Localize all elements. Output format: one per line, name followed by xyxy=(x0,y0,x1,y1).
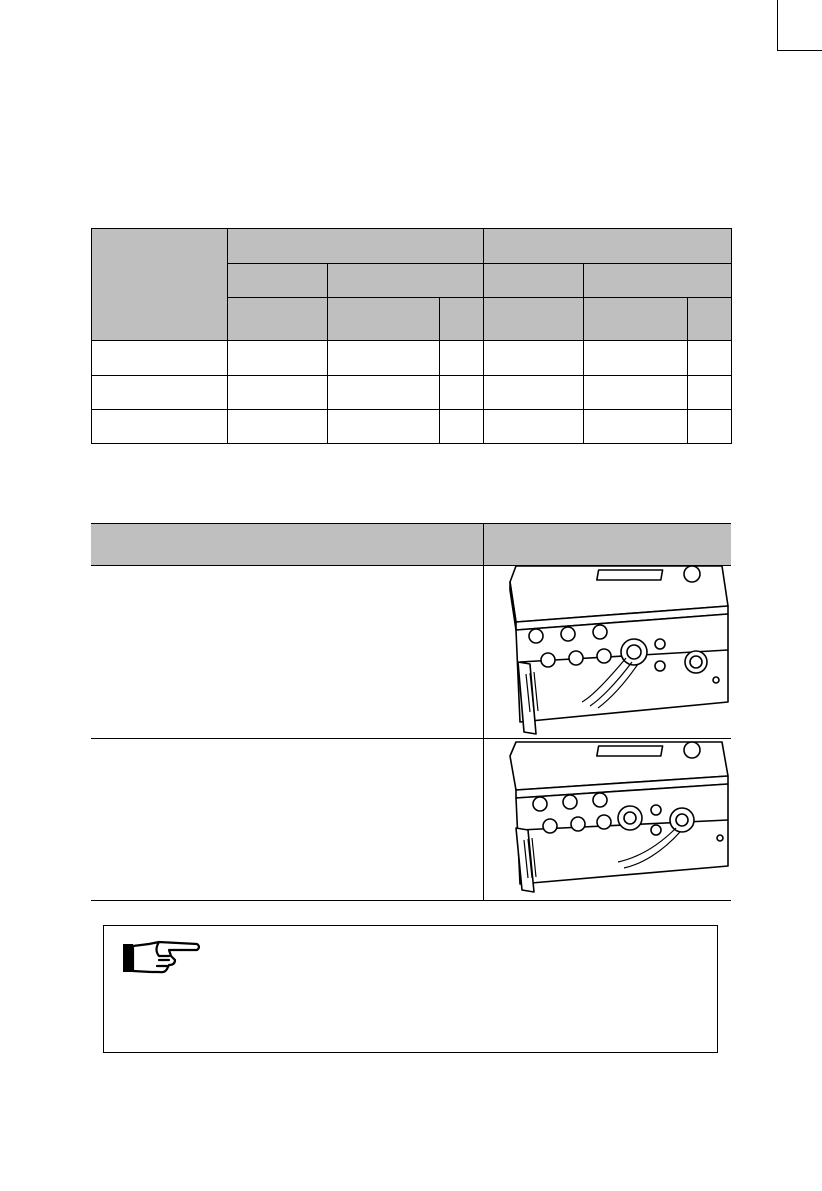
note-box xyxy=(103,925,718,1053)
table-cell xyxy=(584,410,688,444)
table-row xyxy=(92,410,732,444)
table-cell xyxy=(584,341,688,376)
header-cell xyxy=(440,298,484,341)
crop-mark-vertical xyxy=(777,0,778,50)
table-cell xyxy=(584,376,688,410)
table-cell xyxy=(484,376,584,410)
table-cell xyxy=(484,410,584,444)
header-cell xyxy=(584,298,688,341)
table-cell xyxy=(440,341,484,376)
table-row xyxy=(92,376,732,410)
device-table-header xyxy=(91,524,731,565)
header-cell xyxy=(228,298,328,341)
header-cell xyxy=(228,264,328,298)
inverter-image-2 xyxy=(496,738,731,898)
device-table-top-rule xyxy=(91,523,731,524)
table-cell xyxy=(92,341,228,376)
table-cell xyxy=(484,341,584,376)
table-cell xyxy=(92,376,228,410)
table-cell xyxy=(328,376,440,410)
table-cell xyxy=(440,410,484,444)
table-cell xyxy=(328,341,440,376)
table-cell xyxy=(228,376,328,410)
table-cell xyxy=(688,410,732,444)
header-cell xyxy=(584,264,732,298)
table-cell xyxy=(92,410,228,444)
header-cell-group-1 xyxy=(228,229,484,264)
spec-table xyxy=(91,228,732,444)
header-cell xyxy=(328,264,484,298)
table-cell xyxy=(688,376,732,410)
pointing-hand-icon xyxy=(121,938,203,978)
inverter-image-1 xyxy=(496,562,731,738)
table-cell xyxy=(688,341,732,376)
table-cell xyxy=(328,410,440,444)
table-cell xyxy=(440,376,484,410)
header-cell xyxy=(328,298,440,341)
header-cell-model xyxy=(92,229,228,341)
header-cell xyxy=(484,298,584,341)
crop-mark-horizontal xyxy=(777,50,822,51)
table-cell xyxy=(228,341,328,376)
device-table-column-rule xyxy=(483,523,484,901)
header-cell-group-2 xyxy=(484,229,732,264)
device-table-bottom-rule xyxy=(91,900,731,901)
table-row xyxy=(92,341,732,376)
header-cell xyxy=(688,298,732,341)
table-cell xyxy=(228,410,328,444)
header-cell xyxy=(484,264,584,298)
